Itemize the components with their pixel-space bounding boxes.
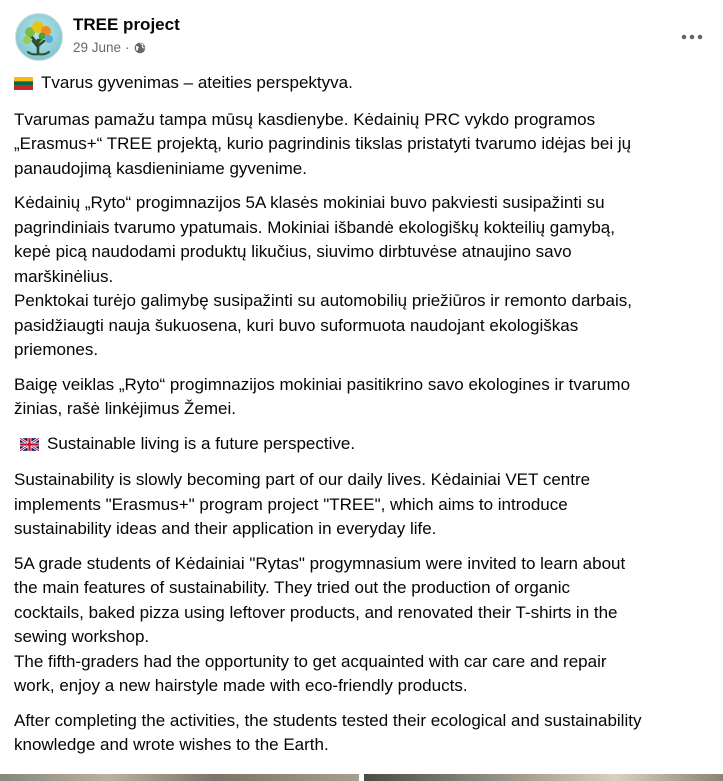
meta-separator: ·	[125, 40, 130, 55]
photo-thumbnail[interactable]	[364, 774, 723, 781]
paragraph-lt-1: Tvarumas pamažu tampa mūsų kasdienybe. Kėdainių PRC vykdo programos „Erasmus+“ TREE projektą, kurio pagrindinis tikslas pristatyti tvarumo idėjas bei jų panaudojimą kasdieniniame gyvenime.	[14, 109, 632, 178]
globe-icon[interactable]	[134, 42, 146, 54]
post-photos	[0, 774, 723, 781]
heading-lt-text: Tvarus gyvenimas – ateities perspektyva.	[41, 73, 353, 92]
page-avatar[interactable]	[15, 13, 63, 61]
tree-logo-icon	[16, 14, 62, 60]
paragraph-lt-3: Baigę veiklas „Ryto“ progimnazijos mokiniai pasitikrino savo ekologines ir tvarumo žinias, rašė linkėjimus Žemei.	[14, 374, 631, 418]
paragraph-en-3: After completing the activities, the students tested their ecological and sustainability knowledge and wrote wishes to the Earth.	[14, 710, 642, 754]
more-options-button[interactable]	[675, 20, 709, 54]
more-options-icon	[681, 34, 703, 40]
flag-lithuania-icon	[14, 73, 33, 98]
post-message	[14, 71, 714, 768]
post-meta	[73, 40, 146, 55]
paragraph-lt-heading	[14, 71, 714, 98]
paragraph-en-2: 5A grade students of Kėdainiai "Rytas" progymnasium were invited to learn about the main features of sustainability. They tried out the production of organic cocktails, baked pizza using leftover products, and renovated their T-shirts in the sewing workshop. The fifth-graders had the opportunity to get acquainted with car care and repair work, enjoy a new hairstyle made with eco-friendly products.	[14, 553, 626, 695]
post-header	[15, 12, 715, 62]
post-date-link[interactable]: 29 June	[73, 40, 122, 55]
flag-united-kingdom-icon	[20, 434, 39, 459]
paragraph-lt-2: Kėdainių „Ryto“ progimnazijos 5A klasės mokiniai buvo pakviesti susipažinti su pagrindiniais tvarumo ypatumais. Mokiniai išbandė ekologiškų kokteilių gamybą, kepė picą naudodami produktų likučius, siuvimo dirbtuvėse atnaujino savo marškinėlius. Penktokai turėjo galimybę susipažinti su automobilių priežiūros ir remonto darbais, pasidžiaugti nauja šukuosena, kuri buvo suformuota naudojant ekologiškas priemones.	[14, 193, 632, 359]
paragraph-en-heading	[14, 432, 714, 459]
paragraph-en-1: Sustainability is slowly becoming part of our daily lives. Kėdainiai VET centre implements "Erasmus+" program project "TREE", which aims to introduce sustainability ideas and their application in everyday life.	[14, 470, 591, 538]
heading-en-text: Sustainable living is a future perspective.	[47, 433, 356, 453]
photo-thumbnail[interactable]	[0, 774, 359, 781]
page-name-link[interactable]: TREE project	[73, 15, 180, 34]
